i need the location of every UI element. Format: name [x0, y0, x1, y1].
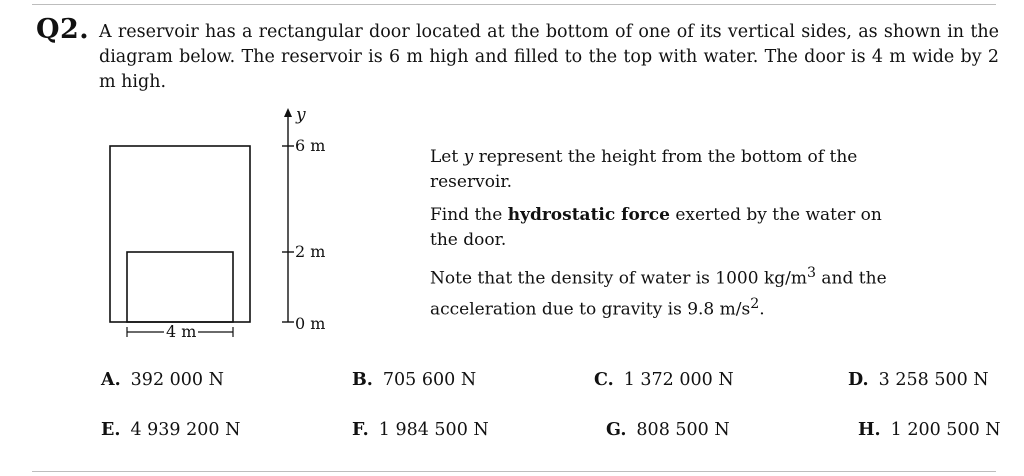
choice-value: 705 600 N: [382, 370, 477, 390]
width-label: 4 m: [166, 322, 197, 341]
note-superscript-3: 3: [807, 265, 817, 281]
tick-label-6m: 6 m: [295, 136, 326, 155]
task-keyword: hydrostatic force: [507, 205, 670, 225]
note-superscript-2: 2: [750, 295, 760, 312]
choice-c[interactable]: [594, 370, 734, 390]
choice-letter: C.: [594, 370, 614, 390]
choice-value: 392 000 N: [130, 370, 224, 390]
choice-letter: B.: [352, 370, 373, 390]
choice-value: 1 984 500 N: [378, 420, 489, 440]
choice-f[interactable]: [352, 420, 489, 440]
y-axis-label: y: [296, 105, 306, 125]
question-text: A reservoir has a rectangular door located at the bottom of one of its vertical sides, as shown in the diagram below. The reservoir is 6 m high and filled to the top with water. The door is 4 m wide by 2 m high.: [99, 22, 999, 92]
definition-text-b: represent the height from the bottom of the reservoir.: [430, 147, 858, 192]
bottom-divider: [32, 471, 996, 472]
choice-h[interactable]: [858, 420, 1001, 440]
choice-value: 1 200 500 N: [890, 420, 1001, 440]
choice-letter: H.: [858, 420, 881, 440]
choice-b[interactable]: [352, 370, 476, 390]
choice-e[interactable]: [101, 420, 240, 440]
note-text-c: .: [759, 299, 765, 320]
choice-letter: A.: [101, 370, 121, 390]
note-text-b: and the acceleration due to gravity is 9.8 m/s: [430, 268, 887, 320]
reservoir-diagram: [100, 105, 360, 348]
task-paragraph: [430, 203, 900, 253]
top-divider: [32, 4, 996, 5]
door-outline: [127, 252, 233, 322]
definition-text-a: Let: [430, 147, 464, 167]
tick-label-0m: 0 m: [295, 314, 326, 333]
task-text-a: Find the: [430, 205, 508, 225]
tick-label-2m: 2 m: [295, 242, 326, 261]
choice-value: 1 372 000 N: [623, 370, 734, 390]
choice-a[interactable]: [101, 370, 224, 390]
variable-y: y: [463, 147, 474, 167]
definition-paragraph: [430, 145, 900, 195]
choice-value: 3 258 500 N: [878, 370, 989, 390]
choice-letter: G.: [606, 420, 627, 440]
choice-g[interactable]: [606, 420, 730, 440]
note-text-a: Note that the density of water is 1000 kg/m: [430, 268, 807, 289]
choice-letter: E.: [101, 420, 121, 440]
y-axis-arrow-icon: [284, 108, 292, 117]
choice-value: 4 939 200 N: [130, 420, 241, 440]
choice-d[interactable]: [848, 370, 989, 390]
choice-letter: D.: [848, 370, 869, 390]
task-text-b: exerted by the water on the door.: [430, 205, 882, 250]
choice-letter: F.: [352, 420, 369, 440]
note-paragraph: [430, 261, 900, 322]
choice-value: 808 500 N: [636, 420, 730, 440]
reservoir-outline: [110, 146, 250, 322]
question-number: Q2.: [36, 14, 90, 45]
